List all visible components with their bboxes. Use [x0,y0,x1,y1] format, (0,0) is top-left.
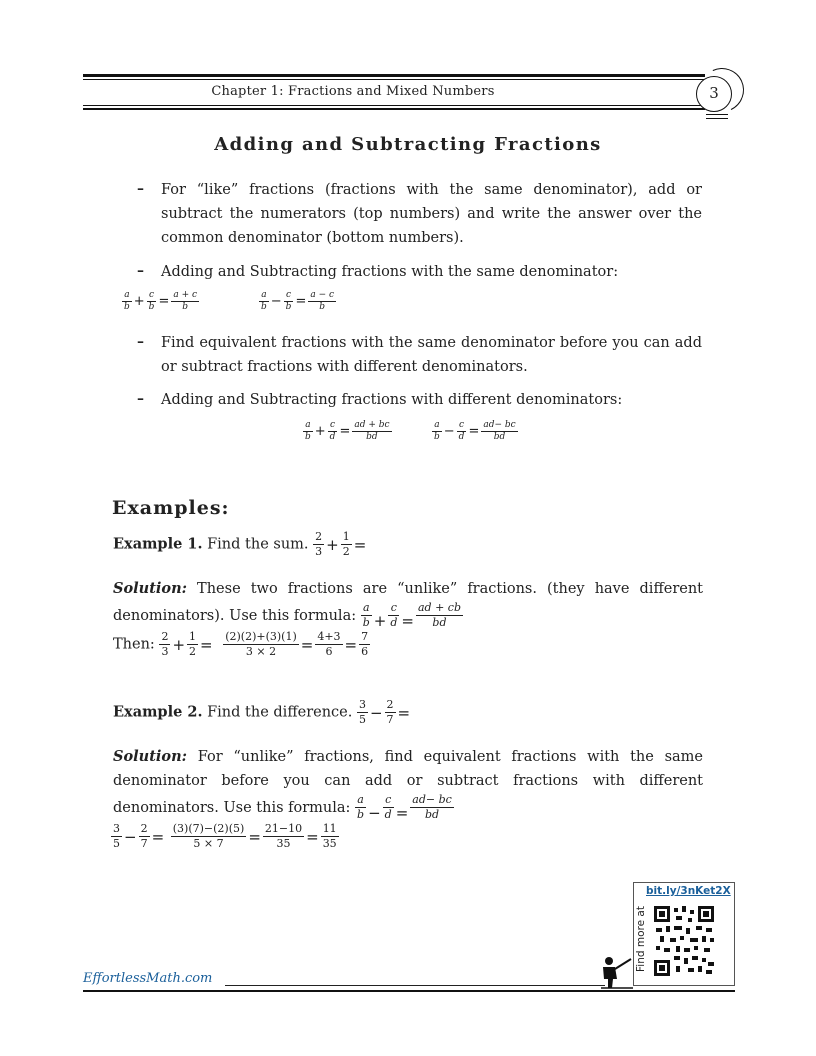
chapter-title: Chapter 1: Fractions and Mixed Numbers [211,84,495,99]
footer-rule-bottom [83,990,735,992]
bullet-dash: – [137,181,144,197]
solution-label: Solution: [113,748,187,765]
find-more-label: Find more at [635,906,647,972]
page-title: Adding and Subtracting Fractions [214,134,602,155]
footer-rule [225,985,605,986]
bullet-equivalent-fractions: Find equivalent fractions with the same denominator before you can add or subtract fractions with different denominators. [161,335,702,375]
examples-heading: Examples: [112,497,230,519]
qr-short-link[interactable]: bit.ly/3nKet2X [646,885,731,897]
bullet-like-fractions: For “like” fractions (fractions with the same denominator), add or subtract the numerators (top numbers) and write the answer over the common denominator (bottom numbers). [161,182,702,246]
bullet-dash: – [137,263,144,279]
solution-label: Solution: [113,580,187,597]
formula-like-subtract: $\frac{a}{b}$ − $\frac{c}{b}$ = $\frac{a - c}{b}$ [261,290,335,312]
example-1-steps: Then: $\frac{2}{3}$ + $\frac{1}{2}$ = $\frac{(2)(2)+(3)(1)}{3 \times 2}$ = $\frac{4+3}{6}$ = $\frac{7}{6}$ [113,630,369,658]
bullet-different-denominators: Adding and Subtracting fractions with different denominators: [161,392,623,408]
teacher-icon [597,955,633,989]
formula-like-add: $\frac{a}{b}$ + $\frac{c}{b}$ = $\frac{a + c}{b}$ [124,290,198,312]
bullet-dash: – [137,391,144,407]
page-number: 3 [696,76,732,112]
example-1-solution: Solution: These two fractions are “unlike” fractions. (they have different denominators). Use this formula: $\frac{a}{b}$ + $\frac{c}{d}$ = $\frac{ad + cb}{bd}$ [113,580,703,630]
formula-unlike-subtract: $\frac{a}{b}$ − $\frac{c}{d}$ = $\frac{ad- bc}{bd}$ [434,420,516,442]
example-1-label: Example 1. [113,535,203,553]
header-rule-bottom [83,108,705,110]
example-2-solution: Solution: For “unlike” fractions, find equivalent fractions with the same denominator before you can add or subtract fractions with different denominators. Use this formula: $\frac{a}{b}$ − $\frac{c}{d}$ = $\frac{ad- bc}{bd}$ [113,748,703,822]
header-rule-top [83,74,705,77]
brand-link[interactable]: EffortlessMath.com [83,971,213,986]
example-2-label: Example 2. [113,703,203,721]
formula-unlike-add: $\frac{a}{b}$ + $\frac{c}{d}$ = $\frac{ad + bc}{bd}$ [305,420,390,442]
bullet-same-denominator: Adding and Subtracting fractions with the same denominator: [161,264,619,280]
qr-code-icon[interactable] [654,906,714,976]
example-1-prompt: Example 1. Find the sum. $\frac{2}{3}$ + $\frac{1}{2}$ = [113,530,367,558]
example-2-steps: $\frac{3}{5}$ − $\frac{2}{7}$ = $\frac{(3)(7)-(2)(5)}{5 \times 7}$ = $\frac{21-10}{35}$ = $\frac{11}{35}$ [113,822,337,850]
header-rule-top-thin [83,79,705,80]
globe-stand-icon [706,114,728,119]
bullet-dash: – [137,334,144,350]
example-2-prompt: Example 2. Find the difference. $\frac{3}{5}$ − $\frac{2}{7}$ = [113,698,411,726]
header-rule-bottom-thin [83,105,705,106]
